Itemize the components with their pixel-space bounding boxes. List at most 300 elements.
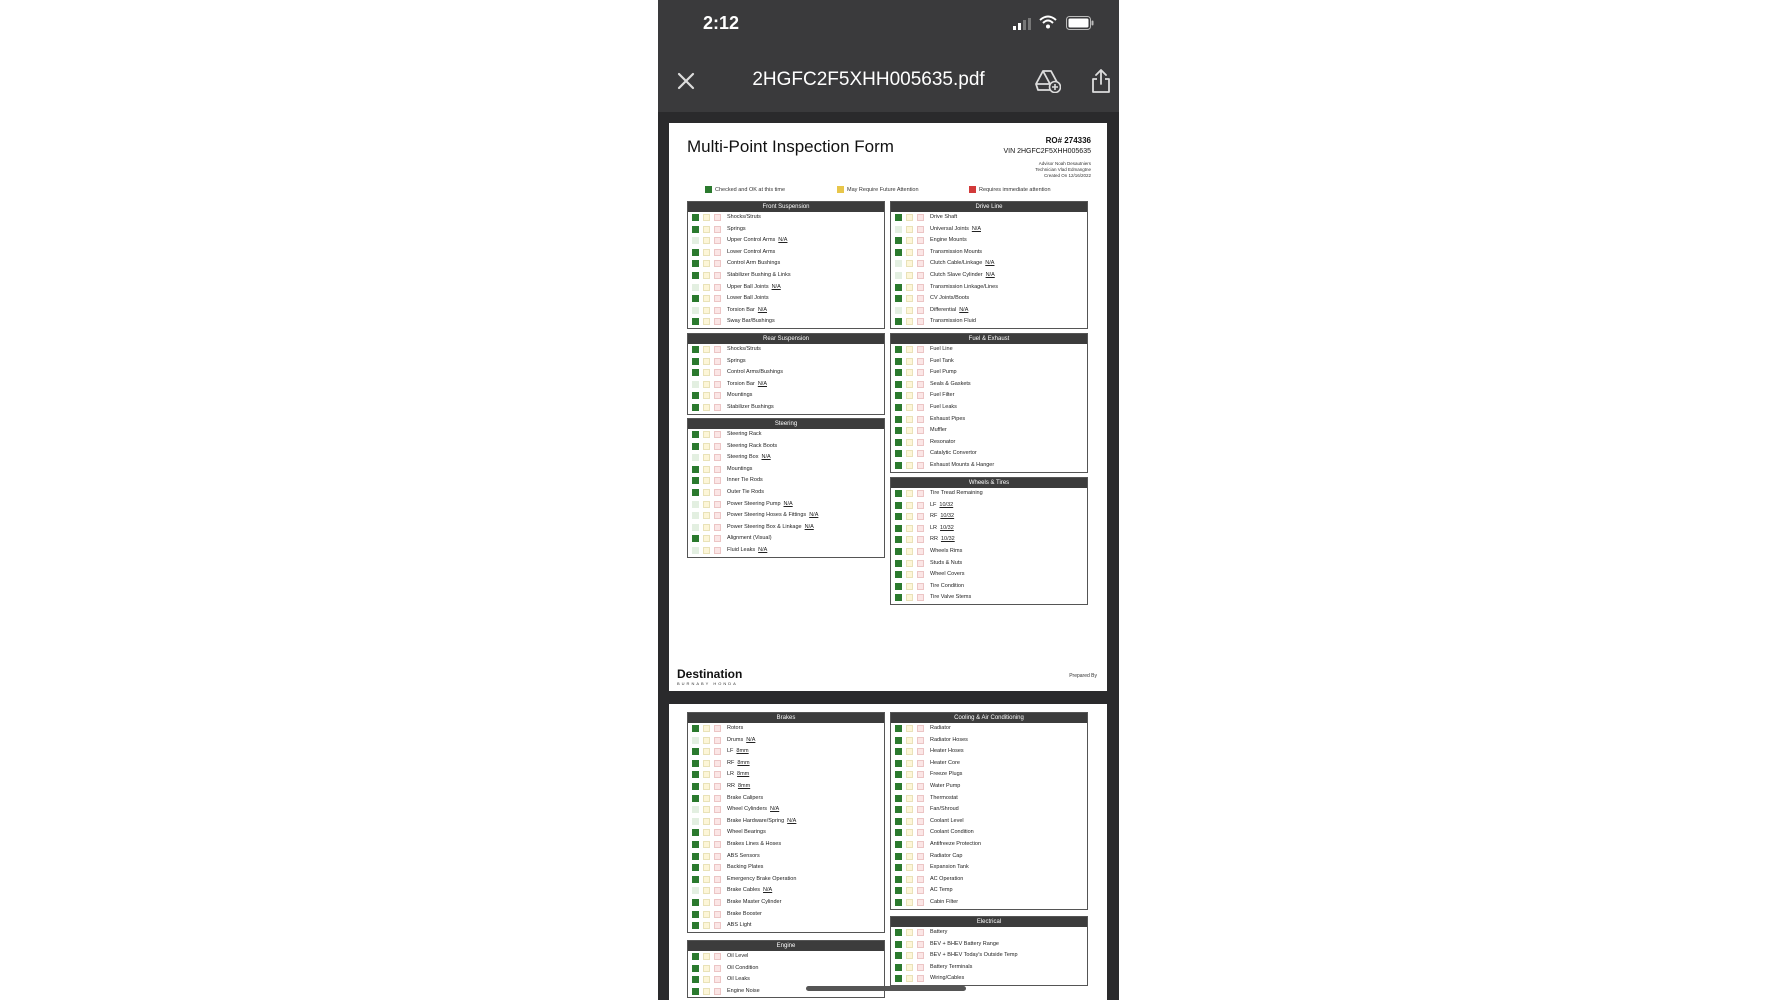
- ok-checkbox: [692, 358, 699, 365]
- item-label: [727, 876, 796, 882]
- immediate-checkbox: [917, 214, 924, 221]
- immediate-checkbox: [714, 760, 721, 767]
- immediate-checkbox: [917, 887, 924, 894]
- item-text: Fuel Tank: [930, 357, 954, 364]
- item-label: [727, 307, 767, 313]
- item-note: N/A: [757, 306, 767, 313]
- item-text: Resonator: [930, 438, 956, 445]
- section-drive-line: [890, 201, 1088, 329]
- item-label: [930, 392, 954, 398]
- created-date: Created On 12/16/2022: [1043, 173, 1091, 178]
- advisor-name: Advisor Noah Desautniers: [1038, 161, 1091, 166]
- item-label: [930, 887, 953, 893]
- immediate-checkbox: [917, 594, 924, 601]
- future-checkbox: [906, 941, 913, 948]
- immediate-checkbox: [714, 725, 721, 732]
- checklist-row: [891, 897, 1087, 909]
- item-label: [930, 439, 955, 445]
- future-checkbox: [906, 536, 913, 543]
- item-label: [930, 462, 994, 468]
- checklist-row: [891, 437, 1087, 449]
- ok-checkbox: [692, 864, 699, 871]
- item-label: [727, 524, 814, 530]
- immediate-checkbox: [714, 272, 721, 279]
- section-header: Front Suspension: [688, 202, 884, 212]
- future-checkbox: [906, 513, 913, 520]
- item-label: [930, 829, 974, 835]
- close-icon: [677, 72, 695, 95]
- legend-future-label: May Require Future Attention: [847, 186, 919, 193]
- ok-checkbox: [895, 737, 902, 744]
- item-text: Stabilizer Bushings: [727, 403, 774, 410]
- future-checkbox: [703, 965, 710, 972]
- checklist-row: [891, 293, 1087, 305]
- future-checkbox: [906, 214, 913, 221]
- ok-checkbox: [895, 404, 902, 411]
- ok-checkbox: [895, 771, 902, 778]
- immediate-checkbox: [917, 381, 924, 388]
- item-label: [727, 547, 767, 553]
- checklist-row: [891, 735, 1087, 747]
- pdf-viewport[interactable]: [658, 112, 1119, 1000]
- item-note: N/A: [804, 523, 814, 530]
- immediate-checkbox: [917, 952, 924, 959]
- ok-checkbox: [895, 899, 902, 906]
- immediate-checkbox: [917, 295, 924, 302]
- immediate-checkbox: [917, 462, 924, 469]
- section-wheels-tires: [890, 477, 1088, 605]
- ok-checkbox: [895, 450, 902, 457]
- vin-number: VIN 2HGFC2F5XHH005635: [1003, 148, 1091, 155]
- checklist-row: [891, 448, 1087, 460]
- future-checkbox: [906, 295, 913, 302]
- future-checkbox: [703, 760, 710, 767]
- immediate-checkbox: [917, 284, 924, 291]
- section-steering: [687, 418, 885, 558]
- future-checkbox: [703, 318, 710, 325]
- checklist-row: [688, 533, 884, 545]
- section-header: Cooling & Air Conditioning: [891, 713, 1087, 723]
- immediate-checkbox: [714, 988, 721, 995]
- section-header: Fuel & Exhaust: [891, 334, 1087, 344]
- immediate-checkbox: [917, 369, 924, 376]
- ok-checkbox: [895, 548, 902, 555]
- share-button[interactable]: [1086, 68, 1116, 98]
- checklist-row: [688, 735, 884, 747]
- checklist-row: [688, 758, 884, 770]
- item-label: [930, 295, 969, 301]
- ok-checkbox: [895, 941, 902, 948]
- immediate-checkbox: [917, 571, 924, 578]
- item-label: [930, 771, 962, 777]
- future-checkbox: [703, 976, 710, 983]
- checklist-row: [891, 804, 1087, 816]
- future-checkbox: [703, 876, 710, 883]
- ok-checkbox: [692, 783, 699, 790]
- pdf-page-2: [669, 704, 1107, 1000]
- item-text: Catalytic Convertor: [930, 450, 977, 457]
- item-text: Wheel Cylinders: [727, 806, 768, 813]
- checklist-row: [688, 839, 884, 851]
- immediate-checkbox: [714, 260, 721, 267]
- future-checkbox: [906, 952, 913, 959]
- ok-checkbox: [692, 381, 699, 388]
- future-checkbox: [703, 748, 710, 755]
- immediate-checkbox: [917, 226, 924, 233]
- item-text: Fuel Pump: [930, 369, 957, 376]
- ok-checkbox: [692, 346, 699, 353]
- ok-checkbox: [692, 976, 699, 983]
- ok-checkbox: [895, 594, 902, 601]
- item-label: [727, 829, 766, 835]
- item-text: Oil Leaks: [727, 976, 750, 983]
- immediate-checkbox: [714, 381, 721, 388]
- checklist-row: [891, 425, 1087, 437]
- item-label: [727, 864, 763, 870]
- ok-checkbox: [895, 358, 902, 365]
- future-checkbox: [703, 818, 710, 825]
- checklist-row: [688, 851, 884, 863]
- immediate-checkbox: [917, 404, 924, 411]
- ok-checkbox: [692, 226, 699, 233]
- immediate-checkbox: [917, 795, 924, 802]
- ok-checkbox: [895, 237, 902, 244]
- ok-checkbox: [692, 318, 699, 325]
- future-checkbox: [906, 439, 913, 446]
- item-text: Steering Box: [727, 454, 759, 461]
- item-text: Seals & Gaskets: [930, 380, 971, 387]
- item-note: 10/32: [940, 524, 954, 531]
- ok-checkbox: [692, 512, 699, 519]
- future-checkbox: [906, 307, 913, 314]
- item-text: Heater Hoses: [930, 748, 964, 755]
- immediate-checkbox: [714, 237, 721, 244]
- item-label: [930, 536, 955, 542]
- item-label: [930, 358, 954, 364]
- ok-checkbox: [692, 876, 699, 883]
- checklist-row: [688, 974, 884, 986]
- item-label: [727, 489, 764, 495]
- ok-checkbox: [692, 535, 699, 542]
- ok-checkbox: [895, 841, 902, 848]
- ok-checkbox: [692, 841, 699, 848]
- item-note: 8mm: [737, 771, 750, 778]
- section-electrical: [890, 916, 1088, 986]
- item-text: Battery Terminals: [930, 963, 973, 970]
- item-text: Engine Mounts: [930, 237, 967, 244]
- checklist-row: [891, 950, 1087, 962]
- immediate-checkbox: [917, 237, 924, 244]
- future-checkbox: [906, 358, 913, 365]
- future-checkbox: [703, 953, 710, 960]
- share-icon: [1091, 69, 1111, 98]
- item-text: Outer Tie Rods: [727, 488, 764, 495]
- checklist-row: [688, 464, 884, 476]
- future-checkbox: [906, 346, 913, 353]
- item-label: [930, 369, 957, 375]
- item-text: Rotors: [727, 725, 744, 731]
- ok-checkbox: [895, 381, 902, 388]
- checklist-row: [891, 723, 1087, 735]
- ok-checkbox: [692, 922, 699, 929]
- item-text: Radiator Hoses: [930, 736, 968, 743]
- future-checkbox: [703, 899, 710, 906]
- future-checkbox: [906, 284, 913, 291]
- close-button[interactable]: [671, 68, 701, 98]
- immediate-checkbox: [714, 431, 721, 438]
- ro-number: RO# 274336: [1045, 136, 1091, 145]
- future-checkbox: [906, 783, 913, 790]
- future-checkbox: [703, 524, 710, 531]
- item-text: RF: [930, 513, 938, 520]
- immediate-checkbox: [917, 260, 924, 267]
- item-label: [930, 427, 947, 433]
- future-checkbox: [703, 477, 710, 484]
- item-label: [727, 853, 760, 859]
- item-text: Wheel Covers: [930, 571, 965, 578]
- immediate-checkbox: [714, 512, 721, 519]
- item-text: ABS Sensors: [727, 852, 760, 859]
- ok-checkbox: [895, 439, 902, 446]
- immediate-checkbox: [917, 941, 924, 948]
- checklist-row: [891, 305, 1087, 317]
- future-checkbox: [906, 975, 913, 982]
- immediate-checkbox: [917, 525, 924, 532]
- ok-checkbox: [692, 307, 699, 314]
- item-label: [930, 450, 977, 456]
- ok-checkbox: [895, 864, 902, 871]
- future-checkbox: [906, 737, 913, 744]
- checklist-row: [891, 939, 1087, 951]
- checklist-row: [891, 769, 1087, 781]
- status-bar: [658, 0, 1119, 50]
- checklist-row: [891, 885, 1087, 897]
- item-label: [727, 404, 774, 410]
- ok-checkbox: [895, 462, 902, 469]
- item-text: Studs & Nuts: [930, 559, 963, 566]
- item-label: [930, 818, 964, 824]
- future-checkbox: [906, 571, 913, 578]
- item-label: [727, 725, 743, 731]
- item-note: N/A: [787, 817, 797, 824]
- future-checkbox: [906, 237, 913, 244]
- future-checkbox: [906, 416, 913, 423]
- immediate-checkbox: [917, 513, 924, 520]
- future-checkbox: [703, 501, 710, 508]
- ok-checkbox: [895, 369, 902, 376]
- item-text: BEV + BHEV Battery Range: [930, 940, 999, 947]
- item-label: [727, 501, 793, 507]
- item-text: Transmission Mounts: [930, 248, 983, 255]
- item-text: Clutch Slave Cylinder: [930, 271, 983, 278]
- immediate-checkbox: [714, 358, 721, 365]
- checklist-row: [891, 862, 1087, 874]
- item-label: [930, 260, 994, 266]
- item-label: [727, 953, 748, 959]
- checklist-row: [688, 356, 884, 368]
- checklist-row: [688, 499, 884, 511]
- immediate-checkbox: [917, 748, 924, 755]
- item-label: [930, 571, 965, 577]
- checklist-row: [891, 282, 1087, 294]
- item-text: CV Joints/Boots: [930, 295, 970, 302]
- item-text: Torsion Bar: [727, 306, 755, 313]
- ok-checkbox: [692, 369, 699, 376]
- ok-checkbox: [895, 887, 902, 894]
- immediate-checkbox: [917, 725, 924, 732]
- item-text: Upper Control Arms: [727, 237, 776, 244]
- item-note: N/A: [757, 380, 767, 387]
- future-checkbox: [906, 899, 913, 906]
- checklist-row: [891, 569, 1087, 581]
- item-note: 10/32: [940, 513, 955, 520]
- future-checkbox: [906, 272, 913, 279]
- item-text: Steering Rack: [727, 431, 762, 437]
- ok-checkbox: [895, 536, 902, 543]
- checklist-row: [688, 874, 884, 886]
- future-checkbox: [703, 454, 710, 461]
- item-text: Torsion Bar: [727, 380, 755, 387]
- future-checkbox: [703, 404, 710, 411]
- immediate-checkbox: [917, 760, 924, 767]
- immediate-checkbox: [714, 466, 721, 473]
- section-front-suspension: [687, 201, 885, 329]
- future-checkbox: [703, 771, 710, 778]
- future-checkbox: [906, 502, 913, 509]
- checklist-row: [688, 402, 884, 414]
- item-text: Brakes Lines & Hoses: [727, 840, 782, 847]
- item-label: [727, 922, 751, 928]
- pdf-viewer-toolbar: [658, 50, 1119, 112]
- phone-screen: [658, 0, 1119, 1000]
- item-label: [727, 392, 752, 398]
- item-note: N/A: [771, 283, 781, 290]
- item-text: Exhaust Pipes: [930, 415, 966, 422]
- item-label: [930, 964, 972, 970]
- ok-checkbox: [895, 829, 902, 836]
- future-checkbox: [906, 725, 913, 732]
- item-note: N/A: [758, 546, 768, 553]
- item-text: LR: [930, 524, 938, 531]
- item-note: N/A: [971, 225, 981, 232]
- item-note: N/A: [959, 306, 969, 313]
- checklist-row: [688, 212, 884, 224]
- ok-checkbox: [895, 307, 902, 314]
- ok-checkbox: [692, 737, 699, 744]
- item-text: RR: [727, 782, 735, 789]
- checklist-row: [688, 224, 884, 236]
- item-label: [930, 899, 958, 905]
- item-text: Power Steering Box & Linkage: [727, 523, 802, 530]
- immediate-checkbox: [917, 450, 924, 457]
- item-label: [930, 381, 971, 387]
- item-label: [727, 965, 759, 971]
- future-checkbox: [703, 829, 710, 836]
- checklist-row: [688, 963, 884, 975]
- future-checkbox: [703, 284, 710, 291]
- pdf-page-1: [669, 123, 1107, 691]
- item-note: N/A: [809, 512, 819, 519]
- item-label: [727, 748, 749, 754]
- ok-checkbox: [692, 477, 699, 484]
- checklist-row: [891, 874, 1087, 886]
- immediate-checkbox: [917, 964, 924, 971]
- immediate-checkbox: [917, 346, 924, 353]
- ok-checkbox: [895, 760, 902, 767]
- item-label: [930, 237, 967, 243]
- future-checkbox: [703, 346, 710, 353]
- item-label: [930, 806, 959, 812]
- immediate-checkbox: [714, 489, 721, 496]
- future-checkbox: [703, 725, 710, 732]
- section-header: Electrical: [891, 917, 1087, 927]
- item-text: Wheel Bearings: [727, 829, 766, 836]
- item-note: 8mm: [737, 759, 750, 766]
- item-text: Lower Control Arms: [727, 248, 776, 255]
- ok-checkbox: [692, 806, 699, 813]
- checklist-row: [688, 452, 884, 464]
- future-checkbox: [703, 358, 710, 365]
- future-checkbox: [906, 404, 913, 411]
- checklist-row: [891, 962, 1087, 974]
- item-label: [930, 941, 999, 947]
- ok-checkbox: [895, 272, 902, 279]
- ok-checkbox: [692, 771, 699, 778]
- ok-checkbox: [895, 260, 902, 267]
- item-note: 10/32: [939, 501, 954, 508]
- item-label: [930, 560, 962, 566]
- checklist-row: [891, 758, 1087, 770]
- item-text: Brake Cables: [727, 887, 761, 894]
- future-checkbox: [703, 392, 710, 399]
- checklist-row: [688, 390, 884, 402]
- immediate-checkbox: [714, 369, 721, 376]
- future-checkbox: [906, 829, 913, 836]
- item-label: [727, 249, 775, 255]
- item-text: Inner Tie Rods: [727, 477, 763, 484]
- item-label: [727, 760, 750, 766]
- save-to-drive-button[interactable]: [1033, 68, 1063, 98]
- future-checkbox: [703, 922, 710, 929]
- ok-checkbox: [895, 560, 902, 567]
- checklist-row: [891, 356, 1087, 368]
- section-fuel-exhaust: [890, 333, 1088, 473]
- legend-immediate-swatch: [969, 186, 976, 193]
- item-label: [930, 214, 957, 220]
- item-text: Shocks/Struts: [727, 214, 761, 220]
- item-text: Sway Bar/Bushings: [727, 318, 775, 325]
- future-checkbox: [906, 381, 913, 388]
- immediate-checkbox: [714, 853, 721, 860]
- document-title: 2HGFC2F5XHH005635.pdf: [752, 69, 985, 90]
- immediate-checkbox: [917, 439, 924, 446]
- ok-checkbox: [692, 547, 699, 554]
- ok-checkbox: [692, 214, 699, 221]
- immediate-checkbox: [714, 249, 721, 256]
- ok-checkbox: [692, 295, 699, 302]
- future-checkbox: [703, 431, 710, 438]
- item-label: [930, 548, 962, 554]
- ok-checkbox: [692, 404, 699, 411]
- item-text: Mountings: [727, 465, 753, 472]
- checklist-row: [891, 816, 1087, 828]
- immediate-checkbox: [917, 560, 924, 567]
- item-text: Power Steering Pump: [727, 500, 781, 507]
- item-label: [727, 346, 761, 352]
- immediate-checkbox: [714, 547, 721, 554]
- item-note: N/A: [746, 736, 756, 743]
- item-label: [727, 737, 755, 743]
